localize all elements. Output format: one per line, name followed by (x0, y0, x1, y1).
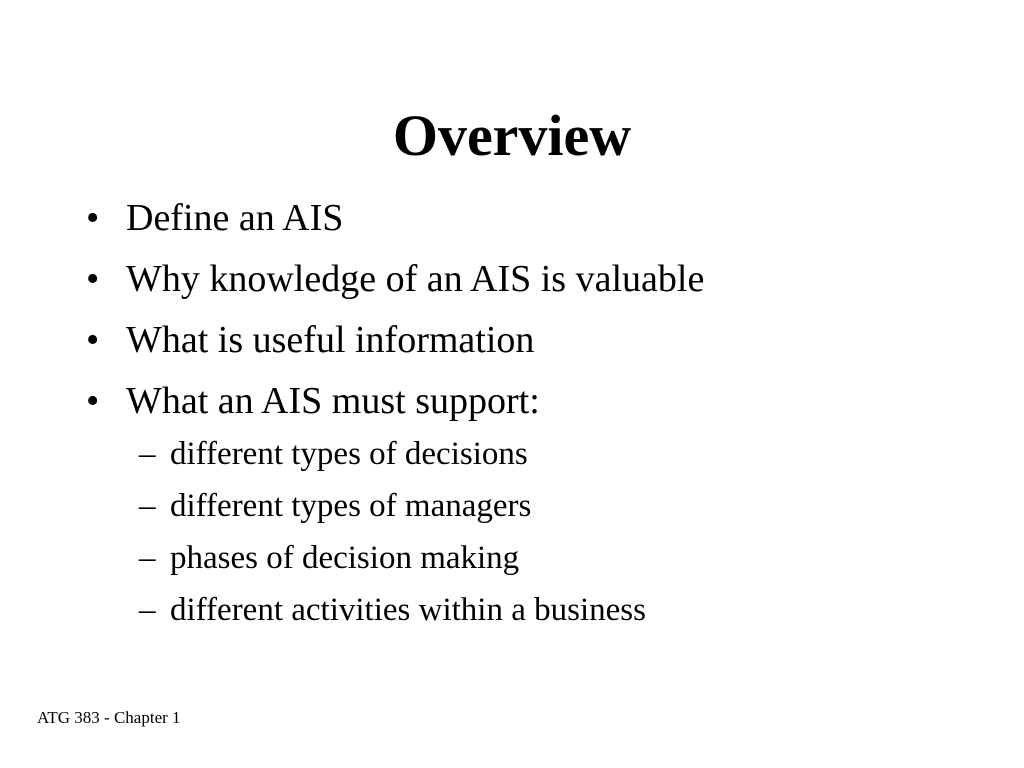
subbullet-item (139, 428, 646, 480)
dash-icon: – (139, 540, 156, 576)
bullet-text: Define an AIS (126, 197, 344, 239)
bullet-icon: • (86, 319, 100, 361)
bullet-text: Why knowledge of an AIS is valuable (126, 258, 705, 300)
subbullet-item (139, 584, 646, 636)
bullet-item (86, 310, 704, 371)
bullet-list (86, 188, 704, 432)
subbullet-text: phases of decision making (170, 540, 520, 576)
subbullet-item (139, 480, 646, 532)
subbullet-text: different types of managers (170, 488, 532, 524)
dash-icon: – (139, 436, 156, 472)
bullet-item (86, 371, 704, 432)
bullet-item (86, 188, 704, 249)
bullet-icon: • (86, 380, 100, 422)
dash-icon: – (139, 488, 156, 524)
subbullet-text: different types of decisions (170, 436, 528, 472)
subbullet-text: different activities within a business (170, 592, 646, 628)
bullet-icon: • (86, 258, 100, 300)
slide-footer: ATG 383 - Chapter 1 (37, 708, 181, 727)
bullet-item (86, 249, 704, 310)
bullet-text: What an AIS must support: (126, 380, 540, 422)
slide-title: Overview (392, 103, 632, 168)
bullet-text: What is useful information (126, 319, 535, 361)
bullet-icon: • (86, 197, 100, 239)
subbullet-item (139, 532, 646, 584)
dash-icon: – (139, 592, 156, 628)
subbullet-list (139, 428, 646, 636)
